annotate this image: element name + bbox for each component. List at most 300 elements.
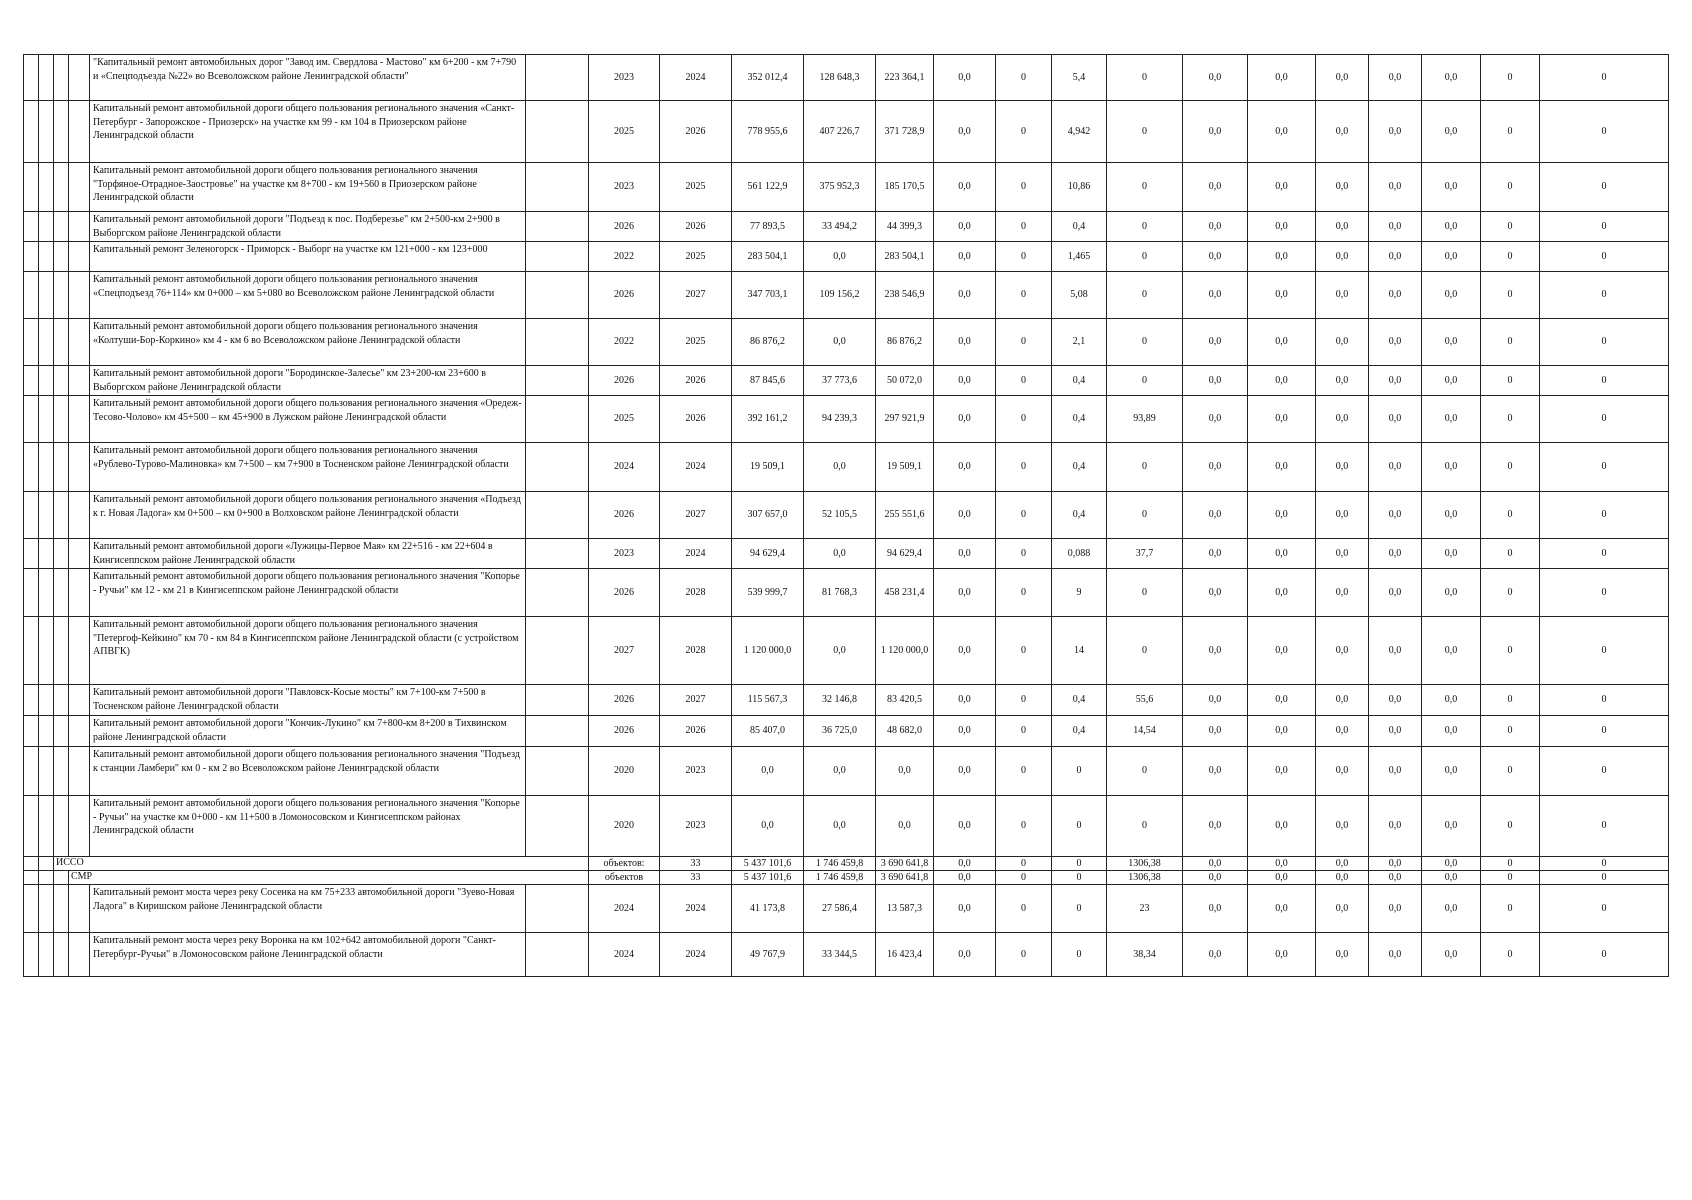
- value-cell-c13: 0: [1481, 443, 1540, 492]
- isso-value-c2: 1 746 459,8: [804, 857, 876, 871]
- value-cell-c10: 0,0: [1316, 796, 1369, 857]
- value-cell-c14: 0: [1540, 716, 1669, 747]
- isso-value-c5: 0: [996, 857, 1052, 871]
- value-cell-c7: 0: [1107, 212, 1183, 242]
- start-year-cell: 2027: [589, 617, 660, 685]
- value-cell-c11: 0,0: [1369, 685, 1422, 716]
- value-cell-c6: 0,4: [1052, 685, 1107, 716]
- empty-cell: [24, 569, 39, 617]
- value-cell-c8: 0,0: [1183, 569, 1248, 617]
- isso-label: ИССО: [54, 857, 589, 871]
- value-cell-c8: 0,0: [1183, 396, 1248, 443]
- isso-value-c14: 0: [1540, 857, 1669, 871]
- end-year-cell: 2024: [660, 55, 732, 101]
- table-row: [24, 617, 1669, 685]
- value-cell-c4: 0,0: [934, 443, 996, 492]
- isso-value-c11: 0,0: [1369, 857, 1422, 871]
- value-cell-c13: 0: [1481, 539, 1540, 569]
- value-cell-c3: 13 587,3: [876, 885, 934, 933]
- empty-cell: [54, 366, 69, 396]
- value-cell-c2: 52 105,5: [804, 492, 876, 539]
- start-year-cell: 2026: [589, 212, 660, 242]
- value-cell-c8: 0,0: [1183, 492, 1248, 539]
- value-cell-c14: 0: [1540, 272, 1669, 319]
- end-year-cell: 2026: [660, 101, 732, 163]
- value-cell-c4: 0,0: [934, 747, 996, 796]
- value-cell-c2: 36 725,0: [804, 716, 876, 747]
- value-cell-c12: 0,0: [1422, 101, 1481, 163]
- value-cell-c4: 0,0: [934, 396, 996, 443]
- value-cell-c12: 0,0: [1422, 796, 1481, 857]
- value-cell-c14: 0: [1540, 796, 1669, 857]
- value-cell-c4: 0,0: [934, 685, 996, 716]
- table-row: [24, 885, 1669, 933]
- value-cell-c11: 0,0: [1369, 242, 1422, 272]
- value-cell-c11: 0,0: [1369, 366, 1422, 396]
- empty-cell: [24, 55, 39, 101]
- value-cell-c6: 0: [1052, 796, 1107, 857]
- value-cell-c12: 0,0: [1422, 212, 1481, 242]
- end-year-cell: 2026: [660, 366, 732, 396]
- value-cell-c4: 0,0: [934, 492, 996, 539]
- empty-cell: [526, 55, 589, 101]
- value-cell-c14: 0: [1540, 163, 1669, 212]
- value-cell-c5: 0: [996, 796, 1052, 857]
- start-year-cell: 2026: [589, 272, 660, 319]
- empty-cell: [24, 396, 39, 443]
- end-year-cell: 2026: [660, 212, 732, 242]
- empty-cell: [526, 716, 589, 747]
- empty-cell: [526, 242, 589, 272]
- value-cell-c6: 0,088: [1052, 539, 1107, 569]
- value-cell-c10: 0,0: [1316, 569, 1369, 617]
- value-cell-c10: 0,0: [1316, 366, 1369, 396]
- start-year-cell: 2023: [589, 55, 660, 101]
- value-cell-c11: 0,0: [1369, 212, 1422, 242]
- isso-value-c4: 0,0: [934, 857, 996, 871]
- road-repair-table: [23, 54, 1669, 977]
- value-cell-c6: 0: [1052, 933, 1107, 977]
- empty-cell: [54, 443, 69, 492]
- start-year-cell: 2026: [589, 716, 660, 747]
- empty-cell: [54, 163, 69, 212]
- value-cell-c12: 0,0: [1422, 366, 1481, 396]
- value-cell-c3: 0,0: [876, 747, 934, 796]
- empty-cell: [69, 539, 90, 569]
- isso-value-c13: 0: [1481, 857, 1540, 871]
- isso-value-c12: 0,0: [1422, 857, 1481, 871]
- value-cell-c7: 93,89: [1107, 396, 1183, 443]
- value-cell-c11: 0,0: [1369, 747, 1422, 796]
- value-cell-c1: 86 876,2: [732, 319, 804, 366]
- isso-value-c7: 1306,38: [1107, 857, 1183, 871]
- value-cell-c7: 0: [1107, 319, 1183, 366]
- isso-value-c9: 0,0: [1248, 857, 1316, 871]
- value-cell-c12: 0,0: [1422, 539, 1481, 569]
- empty-cell: [54, 716, 69, 747]
- value-cell-c1: 77 893,5: [732, 212, 804, 242]
- empty-cell: [39, 492, 54, 539]
- empty-cell: [39, 716, 54, 747]
- table-row: [24, 319, 1669, 366]
- empty-cell: [39, 569, 54, 617]
- empty-cell: [39, 857, 54, 871]
- value-cell-c2: 81 768,3: [804, 569, 876, 617]
- empty-cell: [24, 242, 39, 272]
- value-cell-c5: 0: [996, 272, 1052, 319]
- object-name-cell: Капитальный ремонт автомобильной дороги общего пользования регионального значения «Подъезд к г. Новая Ладога» км 0+500 – км 0+900 в Волховском районе Ленинградской области: [90, 492, 526, 539]
- start-year-cell: 2020: [589, 747, 660, 796]
- value-cell-c14: 0: [1540, 539, 1669, 569]
- value-cell-c8: 0,0: [1183, 539, 1248, 569]
- value-cell-c6: 0,4: [1052, 396, 1107, 443]
- start-year-cell: 2022: [589, 319, 660, 366]
- empty-cell: [54, 569, 69, 617]
- value-cell-c13: 0: [1481, 617, 1540, 685]
- empty-cell: [39, 796, 54, 857]
- value-cell-c14: 0: [1540, 101, 1669, 163]
- empty-cell: [39, 163, 54, 212]
- start-year-cell: 2024: [589, 885, 660, 933]
- value-cell-c9: 0,0: [1248, 163, 1316, 212]
- end-year-cell: 2028: [660, 569, 732, 617]
- table-row: [24, 101, 1669, 163]
- start-year-cell: 2020: [589, 796, 660, 857]
- value-cell-c7: 23: [1107, 885, 1183, 933]
- empty-cell: [39, 617, 54, 685]
- value-cell-c13: 0: [1481, 569, 1540, 617]
- empty-cell: [24, 685, 39, 716]
- value-cell-c7: 0: [1107, 101, 1183, 163]
- value-cell-c14: 0: [1540, 396, 1669, 443]
- isso-value-c10: 0,0: [1316, 857, 1369, 871]
- empty-cell: [24, 272, 39, 319]
- empty-cell: [39, 396, 54, 443]
- start-year-cell: 2023: [589, 539, 660, 569]
- empty-cell: [54, 796, 69, 857]
- isso-value-c1: 5 437 101,6: [732, 857, 804, 871]
- value-cell-c13: 0: [1481, 492, 1540, 539]
- value-cell-c6: 0: [1052, 885, 1107, 933]
- end-year-cell: 2025: [660, 319, 732, 366]
- value-cell-c7: 0: [1107, 242, 1183, 272]
- value-cell-c3: 16 423,4: [876, 933, 934, 977]
- empty-cell: [39, 539, 54, 569]
- value-cell-c8: 0,0: [1183, 747, 1248, 796]
- value-cell-c12: 0,0: [1422, 396, 1481, 443]
- value-cell-c2: 33 494,2: [804, 212, 876, 242]
- value-cell-c12: 0,0: [1422, 272, 1481, 319]
- object-name-cell: Капитальный ремонт автомобильной дороги общего пользования регионального значения «Оредеж-Тесово-Чолово» км 45+500 – км 45+900 в Лужском районе Ленинградской области: [90, 396, 526, 443]
- value-cell-c1: 94 629,4: [732, 539, 804, 569]
- start-year-cell: 2026: [589, 492, 660, 539]
- empty-cell: [24, 539, 39, 569]
- value-cell-c13: 0: [1481, 366, 1540, 396]
- value-cell-c1: 352 012,4: [732, 55, 804, 101]
- value-cell-c9: 0,0: [1248, 617, 1316, 685]
- value-cell-c2: 32 146,8: [804, 685, 876, 716]
- value-cell-c11: 0,0: [1369, 272, 1422, 319]
- value-cell-c10: 0,0: [1316, 716, 1369, 747]
- value-cell-c11: 0,0: [1369, 539, 1422, 569]
- value-cell-c12: 0,0: [1422, 443, 1481, 492]
- empty-cell: [54, 747, 69, 796]
- value-cell-c3: 44 399,3: [876, 212, 934, 242]
- value-cell-c1: 539 999,7: [732, 569, 804, 617]
- smr-label: СМР: [69, 871, 589, 885]
- empty-cell: [39, 101, 54, 163]
- value-cell-c10: 0,0: [1316, 272, 1369, 319]
- value-cell-c5: 0: [996, 242, 1052, 272]
- value-cell-c1: 0,0: [732, 747, 804, 796]
- empty-cell: [69, 272, 90, 319]
- empty-cell: [526, 685, 589, 716]
- value-cell-c7: 38,34: [1107, 933, 1183, 977]
- value-cell-c8: 0,0: [1183, 55, 1248, 101]
- value-cell-c8: 0,0: [1183, 685, 1248, 716]
- value-cell-c9: 0,0: [1248, 885, 1316, 933]
- value-cell-c10: 0,0: [1316, 492, 1369, 539]
- value-cell-c3: 185 170,5: [876, 163, 934, 212]
- value-cell-c7: 0: [1107, 569, 1183, 617]
- empty-cell: [54, 617, 69, 685]
- value-cell-c6: 14: [1052, 617, 1107, 685]
- value-cell-c2: 37 773,6: [804, 366, 876, 396]
- value-cell-c4: 0,0: [934, 212, 996, 242]
- empty-cell: [69, 796, 90, 857]
- value-cell-c7: 0: [1107, 796, 1183, 857]
- value-cell-c5: 0: [996, 319, 1052, 366]
- value-cell-c2: 0,0: [804, 796, 876, 857]
- value-cell-c10: 0,0: [1316, 539, 1369, 569]
- empty-cell: [526, 796, 589, 857]
- value-cell-c14: 0: [1540, 242, 1669, 272]
- empty-cell: [24, 716, 39, 747]
- value-cell-c10: 0,0: [1316, 443, 1369, 492]
- table-row: [24, 163, 1669, 212]
- empty-cell: [54, 212, 69, 242]
- end-year-cell: 2025: [660, 163, 732, 212]
- isso-summary-row: [24, 857, 1669, 871]
- value-cell-c14: 0: [1540, 685, 1669, 716]
- value-cell-c13: 0: [1481, 933, 1540, 977]
- value-cell-c3: 458 231,4: [876, 569, 934, 617]
- isso-value-c8: 0,0: [1183, 857, 1248, 871]
- value-cell-c5: 0: [996, 366, 1052, 396]
- value-cell-c9: 0,0: [1248, 685, 1316, 716]
- empty-cell: [24, 796, 39, 857]
- value-cell-c7: 37,7: [1107, 539, 1183, 569]
- value-cell-c6: 10,86: [1052, 163, 1107, 212]
- value-cell-c9: 0,0: [1248, 212, 1316, 242]
- empty-cell: [69, 885, 90, 933]
- empty-cell: [24, 747, 39, 796]
- value-cell-c4: 0,0: [934, 163, 996, 212]
- empty-cell: [39, 885, 54, 933]
- value-cell-c13: 0: [1481, 396, 1540, 443]
- end-year-cell: 2027: [660, 272, 732, 319]
- value-cell-c1: 392 161,2: [732, 396, 804, 443]
- value-cell-c2: 33 344,5: [804, 933, 876, 977]
- value-cell-c4: 0,0: [934, 569, 996, 617]
- start-year-cell: 2026: [589, 569, 660, 617]
- value-cell-c2: 0,0: [804, 747, 876, 796]
- value-cell-c9: 0,0: [1248, 396, 1316, 443]
- value-cell-c5: 0: [996, 101, 1052, 163]
- value-cell-c11: 0,0: [1369, 796, 1422, 857]
- empty-cell: [69, 747, 90, 796]
- value-cell-c1: 283 504,1: [732, 242, 804, 272]
- value-cell-c13: 0: [1481, 747, 1540, 796]
- object-name-cell: Капитальный ремонт автомобильной дороги общего пользования регионального значения "Торфяное-Отрадное-Заостровье" на участке км 8+700 - км 19+560 в Приозерском районе Ленинградской области: [90, 163, 526, 212]
- value-cell-c4: 0,0: [934, 272, 996, 319]
- empty-cell: [69, 933, 90, 977]
- empty-cell: [526, 396, 589, 443]
- object-name-cell: "Капитальный ремонт автомобильных дорог "Завод им. Свердлова - Мастово" км 6+200 - км 7+790 и «Спецподъезда №22» во Всеволожском районе Ленинградской области": [90, 55, 526, 101]
- value-cell-c13: 0: [1481, 885, 1540, 933]
- smr-value-c9: 0,0: [1248, 871, 1316, 885]
- value-cell-c3: 255 551,6: [876, 492, 934, 539]
- value-cell-c14: 0: [1540, 747, 1669, 796]
- start-year-cell: 2024: [589, 443, 660, 492]
- value-cell-c6: 0,4: [1052, 443, 1107, 492]
- object-name-cell: Капитальный ремонт автомобильной дороги общего пользования регионального значения «Санкт-Петербург - Запорожское - Приозерск» на участке км 99 - км 104 в Приозерском районе Ленинградской области: [90, 101, 526, 163]
- object-name-cell: Капитальный ремонт Зеленогорск - Приморск - Выборг на участке км 121+000 - км 123+000: [90, 242, 526, 272]
- empty-cell: [39, 366, 54, 396]
- value-cell-c3: 19 509,1: [876, 443, 934, 492]
- value-cell-c7: 0: [1107, 163, 1183, 212]
- value-cell-c5: 0: [996, 569, 1052, 617]
- table-row: [24, 396, 1669, 443]
- object-name-cell: Капитальный ремонт моста через реку Воронка на км 102+642 автомобильной дороги "Санкт-Петербург-Ручьи" в Ломоносовском районе Ленинградской области: [90, 933, 526, 977]
- empty-cell: [24, 212, 39, 242]
- start-year-cell: 2025: [589, 101, 660, 163]
- empty-cell: [526, 101, 589, 163]
- value-cell-c5: 0: [996, 933, 1052, 977]
- object-name-cell: Капитальный ремонт автомобильной дороги общего пользования регионального значения «Колтуши-Бор-Коркино» км 4 - км 6 во Всеволожском районе Ленинградской области: [90, 319, 526, 366]
- table-row: [24, 933, 1669, 977]
- value-cell-c1: 19 509,1: [732, 443, 804, 492]
- value-cell-c4: 0,0: [934, 716, 996, 747]
- value-cell-c14: 0: [1540, 933, 1669, 977]
- value-cell-c11: 0,0: [1369, 443, 1422, 492]
- value-cell-c14: 0: [1540, 443, 1669, 492]
- value-cell-c1: 41 173,8: [732, 885, 804, 933]
- value-cell-c14: 0: [1540, 617, 1669, 685]
- table-row: [24, 685, 1669, 716]
- value-cell-c10: 0,0: [1316, 101, 1369, 163]
- value-cell-c8: 0,0: [1183, 272, 1248, 319]
- value-cell-c6: 5,4: [1052, 55, 1107, 101]
- smr-value-c5: 0: [996, 871, 1052, 885]
- value-cell-c10: 0,0: [1316, 55, 1369, 101]
- value-cell-c5: 0: [996, 212, 1052, 242]
- smr-value-c11: 0,0: [1369, 871, 1422, 885]
- empty-cell: [24, 492, 39, 539]
- value-cell-c9: 0,0: [1248, 492, 1316, 539]
- end-year-cell: 2023: [660, 796, 732, 857]
- value-cell-c12: 0,0: [1422, 492, 1481, 539]
- value-cell-c14: 0: [1540, 212, 1669, 242]
- value-cell-c7: 55,6: [1107, 685, 1183, 716]
- value-cell-c2: 94 239,3: [804, 396, 876, 443]
- value-cell-c8: 0,0: [1183, 617, 1248, 685]
- empty-cell: [24, 443, 39, 492]
- empty-cell: [526, 747, 589, 796]
- table-row: [24, 212, 1669, 242]
- value-cell-c13: 0: [1481, 319, 1540, 366]
- smr-value-c13: 0: [1481, 871, 1540, 885]
- value-cell-c2: 0,0: [804, 539, 876, 569]
- table-row: [24, 539, 1669, 569]
- empty-cell: [54, 539, 69, 569]
- empty-cell: [69, 242, 90, 272]
- value-cell-c5: 0: [996, 747, 1052, 796]
- end-year-cell: 2028: [660, 617, 732, 685]
- end-year-cell: 2024: [660, 443, 732, 492]
- value-cell-c8: 0,0: [1183, 885, 1248, 933]
- value-cell-c5: 0: [996, 163, 1052, 212]
- value-cell-c9: 0,0: [1248, 539, 1316, 569]
- smr-value-c2: 1 746 459,8: [804, 871, 876, 885]
- value-cell-c10: 0,0: [1316, 212, 1369, 242]
- value-cell-c11: 0,0: [1369, 163, 1422, 212]
- empty-cell: [39, 319, 54, 366]
- value-cell-c4: 0,0: [934, 242, 996, 272]
- value-cell-c6: 0,4: [1052, 716, 1107, 747]
- isso-value-c6: 0: [1052, 857, 1107, 871]
- value-cell-c7: 0: [1107, 443, 1183, 492]
- smr-value-c6: 0: [1052, 871, 1107, 885]
- value-cell-c13: 0: [1481, 272, 1540, 319]
- object-name-cell: Капитальный ремонт автомобильной дороги общего пользования регионального значения "Копорье - Ручьи" км 12 - км 21 в Кингисеппском районе Ленинградской области: [90, 569, 526, 617]
- empty-cell: [54, 492, 69, 539]
- value-cell-c13: 0: [1481, 163, 1540, 212]
- value-cell-c3: 238 546,9: [876, 272, 934, 319]
- value-cell-c10: 0,0: [1316, 319, 1369, 366]
- empty-cell: [69, 443, 90, 492]
- object-name-cell: Капитальный ремонт автомобильной дороги "Бородинское-Залесье" км 23+200-км 23+600 в Выборгском районе Ленинградской области: [90, 366, 526, 396]
- value-cell-c10: 0,0: [1316, 396, 1369, 443]
- value-cell-c9: 0,0: [1248, 569, 1316, 617]
- value-cell-c4: 0,0: [934, 796, 996, 857]
- value-cell-c4: 0,0: [934, 933, 996, 977]
- table-row: [24, 716, 1669, 747]
- value-cell-c10: 0,0: [1316, 747, 1369, 796]
- value-cell-c3: 283 504,1: [876, 242, 934, 272]
- empty-cell: [526, 617, 589, 685]
- empty-cell: [39, 871, 54, 885]
- end-year-cell: 2023: [660, 747, 732, 796]
- empty-cell: [69, 716, 90, 747]
- empty-cell: [54, 396, 69, 443]
- object-name-cell: Капитальный ремонт моста через реку Сосенка на км 75+233 автомобильной дороги "Зуево-Новая Ладога" в Киришском районе Ленинградской области: [90, 885, 526, 933]
- value-cell-c11: 0,0: [1369, 55, 1422, 101]
- value-cell-c3: 94 629,4: [876, 539, 934, 569]
- empty-cell: [24, 933, 39, 977]
- empty-cell: [39, 55, 54, 101]
- smr-value-c8: 0,0: [1183, 871, 1248, 885]
- empty-cell: [54, 55, 69, 101]
- empty-cell: [24, 163, 39, 212]
- empty-cell: [526, 569, 589, 617]
- smr-value-c12: 0,0: [1422, 871, 1481, 885]
- empty-cell: [39, 272, 54, 319]
- empty-cell: [69, 685, 90, 716]
- value-cell-c3: 86 876,2: [876, 319, 934, 366]
- value-cell-c2: 27 586,4: [804, 885, 876, 933]
- value-cell-c11: 0,0: [1369, 617, 1422, 685]
